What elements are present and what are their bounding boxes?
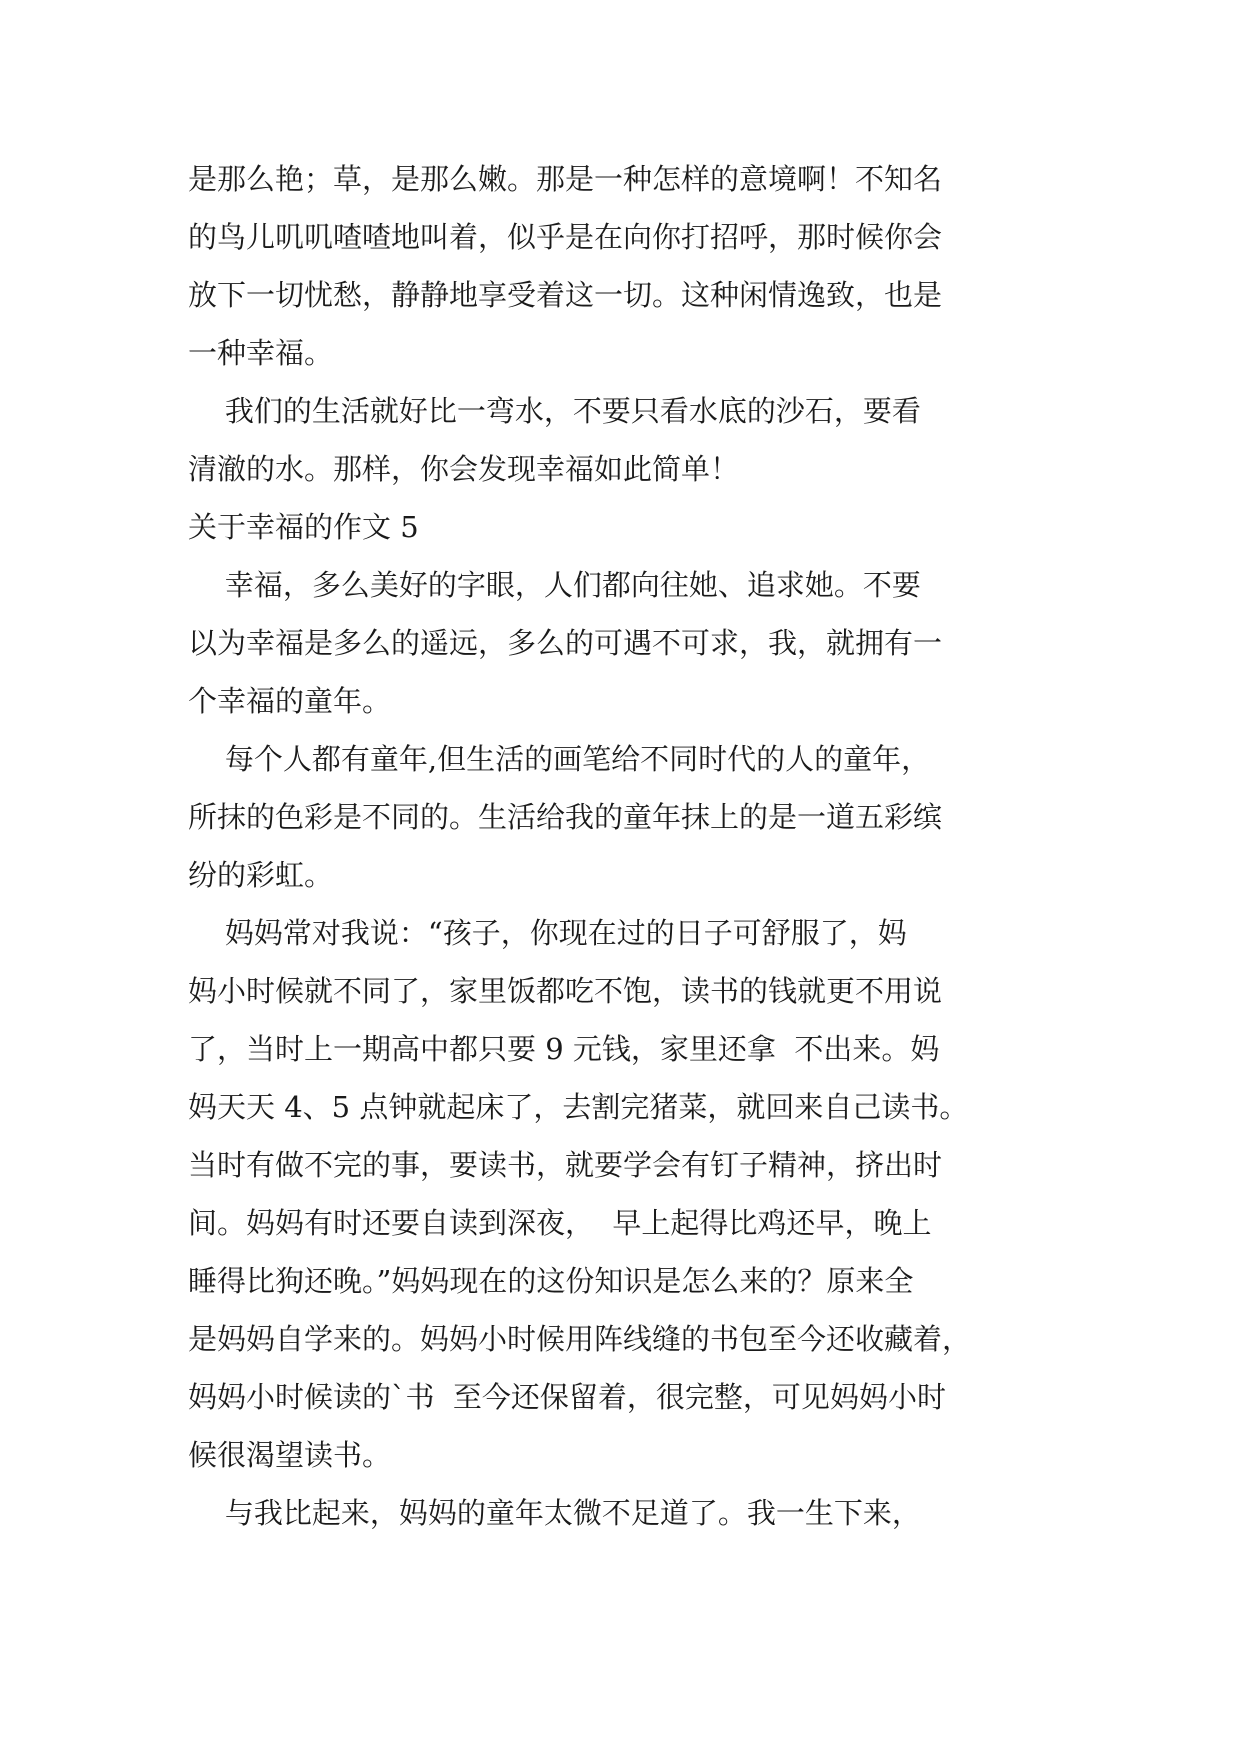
- text-line: 幸福，多么美好的字眼，人们都向往她、追求她。不要: [188, 568, 921, 602]
- text-line: 是妈妈自学来的。妈妈小时候用阵线缝的书包至今还收藏着，: [188, 1322, 972, 1356]
- text-line: 妈妈小时候读的`书 至今还保留着，很完整，可见妈妈小时: [188, 1380, 946, 1414]
- text-line: 候很渴望读书。: [188, 1438, 392, 1472]
- section-heading: 关于幸福的作文 5: [188, 510, 419, 544]
- text-line: 当时有做不完的事，要读书，就要学会有钉子精神，挤出时: [188, 1148, 943, 1182]
- text-line: 妈妈常对我说：“孩子，你现在过的日子可舒服了，妈: [188, 916, 907, 950]
- text-line: 放下一切忧愁，静静地享受着这一切。这种闲情逸致，也是: [188, 278, 943, 312]
- text-line: 一种幸福。: [188, 336, 334, 370]
- text-line: 所抹的色彩是不同的。生活给我的童年抹上的是一道五彩缤: [188, 800, 943, 834]
- text-line: 清澈的水。那样，你会发现幸福如此简单！: [188, 452, 740, 486]
- text-line: 了，当时上一期高中都只要 9 元钱，家里还拿 不出来。妈: [188, 1032, 940, 1066]
- text-line: 以为幸福是多么的遥远，多么的可遇不可求，我，就拥有一: [188, 626, 943, 660]
- text-line: 每个人都有童年,但生活的画笔给不同时代的人的童年，: [188, 742, 931, 776]
- text-line: 妈小时候就不同了，家里饭都吃不饱，读书的钱就更不用说: [188, 974, 943, 1008]
- text-line: 的鸟儿叽叽喳喳地叫着，似乎是在向你打招呼，那时候你会: [188, 220, 943, 254]
- text-line: 妈天天 4、5 点钟就起床了，去割完猪菜，就回来自己读书。: [188, 1090, 969, 1124]
- text-line: 是那么艳；草，是那么嫩。那是一种怎样的意境啊！不知名: [188, 162, 943, 196]
- text-line: 间。妈妈有时还要自读到深夜， 早上起得比鸡还早，晚上: [188, 1206, 932, 1240]
- text-line: 与我比起来，妈妈的童年太微不足道了。我一生下来，: [188, 1496, 921, 1530]
- text-line: 睡得比狗还晚。”妈妈现在的这份知识是怎么来的？原来全: [188, 1264, 914, 1298]
- text-line: 纷的彩虹。: [188, 858, 334, 892]
- text-line: 我们的生活就好比一弯水，不要只看水底的沙石，要看: [188, 394, 921, 428]
- text-line: 个幸福的童年。: [188, 684, 392, 718]
